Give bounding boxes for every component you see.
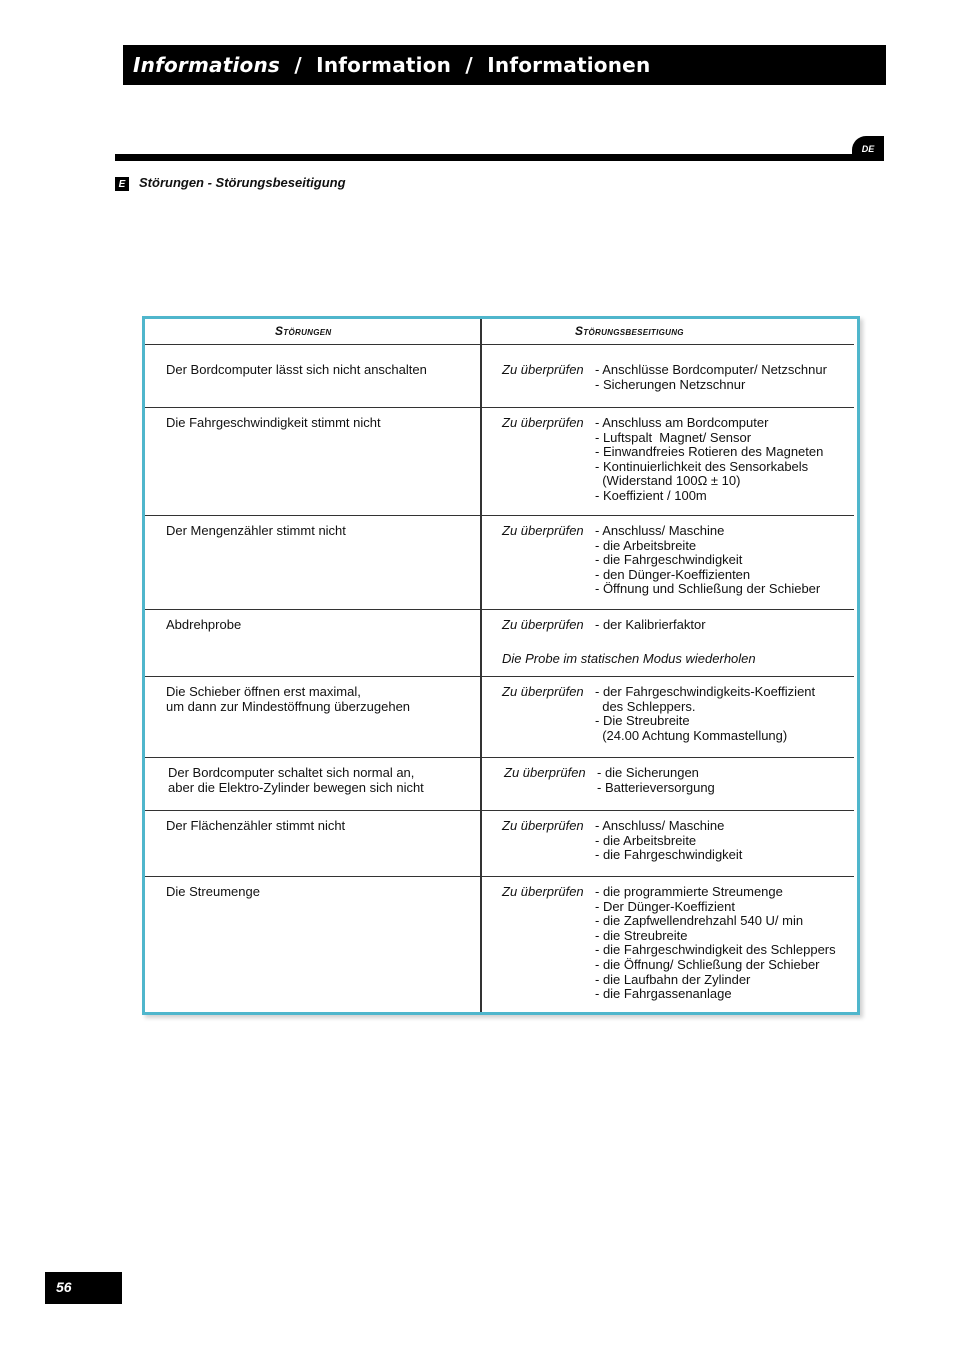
check-label: Zu überprüfen (504, 765, 586, 780)
table-row (145, 758, 854, 811)
header-title-first: Informations (133, 53, 281, 77)
check-label: Zu überprüfen (502, 818, 584, 833)
language-tab: DE (852, 136, 884, 161)
check-label: Zu überprüfen (502, 684, 584, 699)
table-row (145, 408, 854, 516)
check-items: - Anschlüsse Bordcomputer/ Netzschnur - Sicherungen Netzschnur (595, 362, 827, 392)
header-title-rest: / Information / Informationen (280, 53, 651, 77)
page-number: 56 (45, 1272, 122, 1304)
section-divider (115, 154, 853, 161)
check-label: Zu überprüfen (502, 884, 584, 899)
troubleshooting-table (142, 316, 860, 1015)
section-letter-badge: E (115, 177, 129, 191)
header-solutions: Störungsbeseitigung (575, 324, 684, 338)
problem-text: Der Bordcomputer lässt sich nicht anschalten (166, 362, 427, 377)
problem-text: Die Fahrgeschwindigkeit stimmt nicht (166, 415, 381, 430)
check-items: - die programmierte Streumenge - Der Dünger-Koeffizient - die Zapfwellendrehzahl 540 U/ min - die Streubreite - die Fahrgeschwindigkeit des Schleppers - die Öffnung/ Schließung der Schieber - die Laufbahn der Zylinder - die Fahrgassenanlage (595, 884, 836, 1002)
header-problems: Störungen (275, 324, 332, 338)
problem-text: Die Streumenge (166, 884, 260, 899)
table-row (145, 610, 854, 677)
problem-text: Der Flächenzähler stimmt nicht (166, 818, 346, 833)
table-header-row (145, 319, 854, 345)
table-row (145, 677, 854, 758)
check-items: - Anschluss/ Maschine - die Arbeitsbreite - die Fahrgeschwindigkeit (595, 818, 743, 863)
check-label: Zu überprüfen (502, 415, 584, 430)
check-items: - der Kalibrierfaktor (595, 617, 706, 632)
check-label: Zu überprüfen (502, 523, 584, 538)
table-row (145, 811, 854, 877)
section-title: Störungen - Störungsbeseitigung (139, 175, 346, 190)
problem-text: Abdrehprobe (166, 617, 242, 632)
table-row (145, 516, 854, 610)
check-note: Die Probe im statischen Modus wiederholen (502, 651, 756, 666)
problem-text: Der Bordcomputer schaltet sich normal an, aber die Elektro-Zylinder bewegen sich nicht (168, 765, 424, 795)
problem-text: Der Mengenzähler stimmt nicht (166, 523, 346, 538)
check-label: Zu überprüfen (502, 362, 584, 377)
check-items: - der Fahrgeschwindigkeits-Koeffizient des Schleppers. - Die Streubreite (24.00 Achtung Kommastellung) (595, 684, 816, 743)
table-row (145, 345, 854, 408)
table-row (145, 877, 854, 1015)
check-items: - die Sicherungen - Batterieversorgung (597, 765, 715, 795)
check-items: - Anschluss/ Maschine - die Arbeitsbreite - die Fahrgeschwindigkeit - den Dünger-Koeffizienten - Öffnung und Schließung der Schieber (595, 523, 821, 597)
check-label: Zu überprüfen (502, 617, 584, 632)
page-header (123, 45, 886, 85)
problem-text: Die Schieber öffnen erst maximal, um dann zur Mindestöffnung überzugehen (166, 684, 411, 714)
check-items: - Anschluss am Bordcomputer - Luftspalt Magnet/ Sensor - Einwandfreies Rotieren des Magneten - Kontinuierlichkeit des Sensorkabels (Widerstand 100Ω ± 10) - Koeffizient / 100m (595, 415, 824, 503)
